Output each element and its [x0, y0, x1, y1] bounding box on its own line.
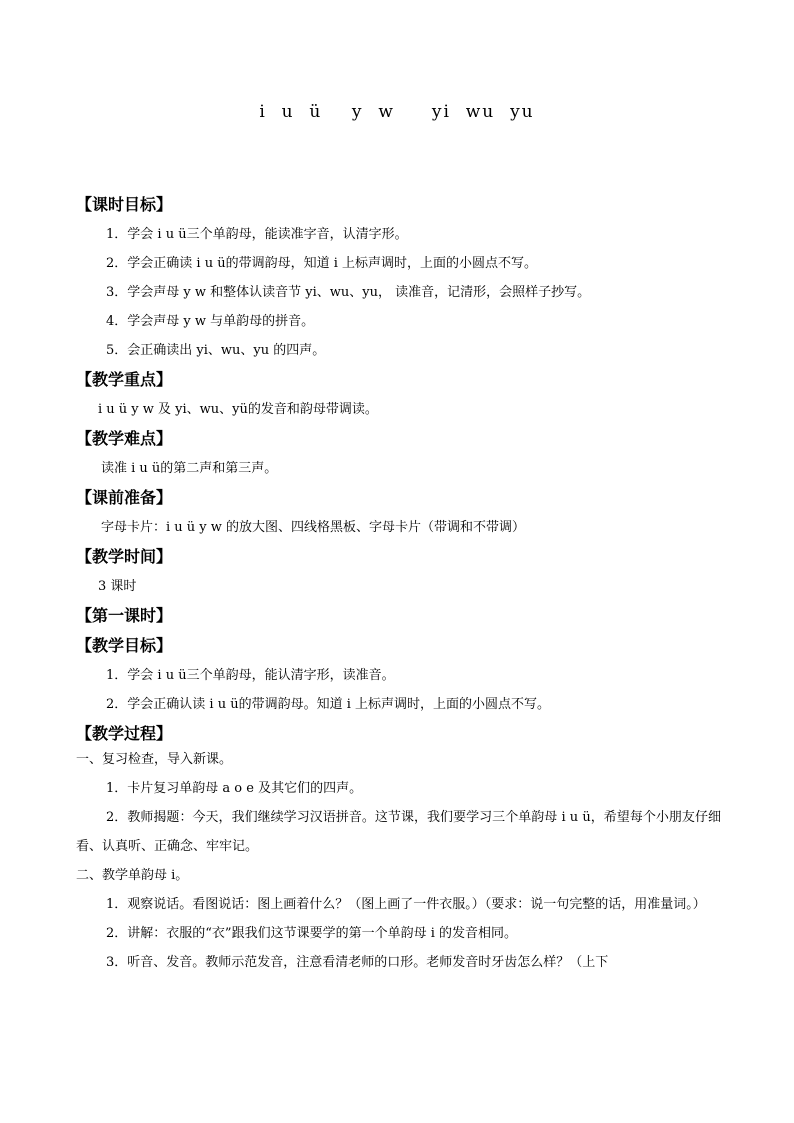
- time-heading: 【教学时间】: [76, 547, 173, 566]
- teaching-goal-item: 1．学会 i u ü三个单韵母，能认清字形，读准音。: [106, 667, 395, 683]
- difficulties-text: 读准 i u ü的第二声和第三声。: [101, 460, 278, 476]
- process-section-title: 一、复习检查，导入新课。: [76, 752, 233, 767]
- process-item: 1．观察说话。看图说话：图上画着什么？（图上画了一件衣服。）（要求：说一句完整的话，用准量词。）: [106, 897, 706, 912]
- key-points-text: i u ü y w 及 yi、wu、yü的发音和韵母带调读。: [98, 401, 378, 417]
- process-item: 1．卡片复习单韵母 a o e 及其它们的四声。: [106, 781, 363, 796]
- objective-item: 2．学会正确读 i u ü的带调韵母，知道 i 上标声调时，上面的小圆点不写。: [106, 255, 537, 271]
- process-body: [76, 745, 721, 977]
- preparation-text: 字母卡片：i u ü y w 的放大图、四线格黑板、字母卡片（带调和不带调）: [101, 519, 526, 535]
- process-item: 3．听音、发音。教师示范发音，注意看清老师的口形。老师发音时牙齿怎么样？（上下: [106, 955, 609, 970]
- process-item: 2．讲解：衣服的“衣”跟我们这节课要学的第一个单韵母 i 的发音相同。: [106, 926, 517, 941]
- first-lesson-heading: 【第一课时】: [76, 606, 173, 625]
- teaching-goals-heading: 【教学目标】: [76, 636, 173, 655]
- objective-item: 5．会正确读出 yi、wu、yu 的四声。: [106, 342, 326, 358]
- objectives-heading: 【课时目标】: [76, 195, 173, 214]
- objective-item: 1．学会 i u ü三个单韵母，能读准字音，认清字形。: [106, 226, 408, 242]
- objective-item: 4．学会声母 y w 与单韵母的拼音。: [106, 313, 315, 329]
- document-body: [76, 190, 721, 749]
- lesson-title: i u ü y w yi wu yu: [259, 102, 535, 122]
- teaching-goal-item: 2．学会正确认读 i u ü的带调韵母。知道 i 上标声调时，上面的小圆点不写。: [106, 696, 550, 712]
- time-text: 3 课时: [98, 578, 137, 594]
- process-heading: 【教学过程】: [76, 724, 173, 743]
- key-points-heading: 【教学重点】: [76, 370, 173, 389]
- process-item: 2．教师揭题：今天，我们继续学习汉语拼音。这节课，我们要学习三个单韵母 i u ü，希望每个小朋友仔细看、认真听、正确念、牢牢记。: [76, 810, 721, 854]
- objective-item: 3．学会声母 y w 和整体认读音节 yi、wu、yu， 读准音，记清形，会照样子抄写。: [106, 284, 591, 300]
- difficulties-heading: 【教学难点】: [76, 429, 173, 448]
- process-section-title: 二、教学单韵母 i。: [76, 868, 189, 883]
- preparation-heading: 【课前准备】: [76, 488, 173, 507]
